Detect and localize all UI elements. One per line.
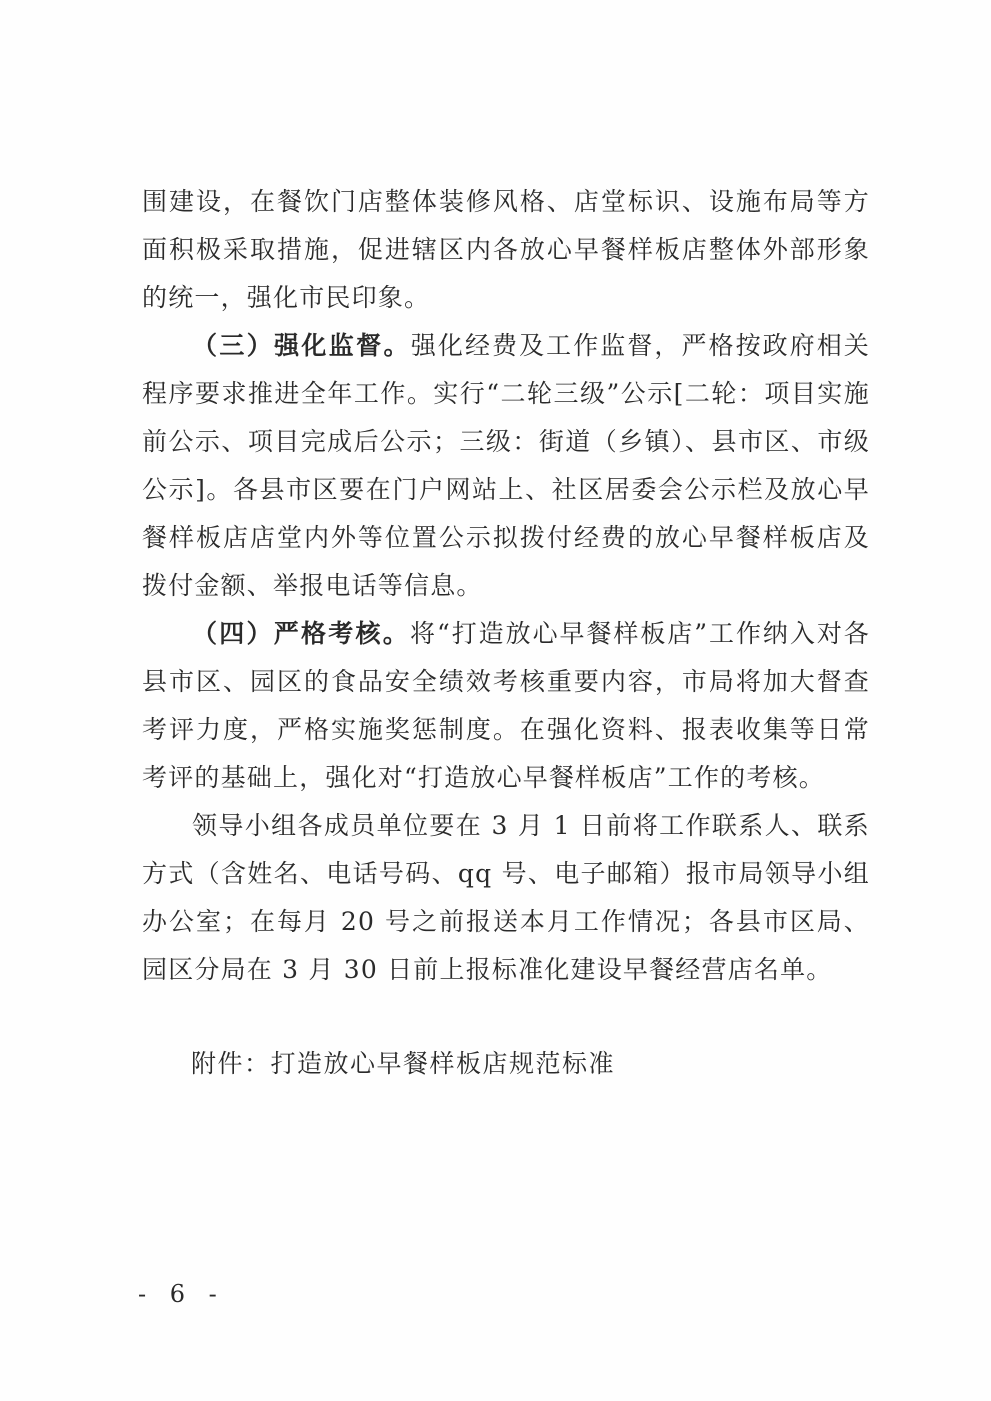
section-assessment-heading: （四）严格考核。 — [192, 619, 411, 648]
section-supervision-heading: （三）强化监督。 — [192, 331, 411, 360]
section-assessment — [142, 610, 870, 802]
paragraph-continuation: 围建设，在餐饮门店整体装修风格、店堂标识、设施布局等方面积极采取措施，促进辖区内各放心早餐样板店整体外部形象的统一，强化市民印象。 — [142, 187, 870, 312]
section-supervision — [142, 322, 870, 610]
attachment-line: 附件：打造放心早餐样板店规范标准 — [191, 1049, 616, 1078]
page-number: - 6 - — [138, 1280, 225, 1308]
document-body — [142, 178, 870, 994]
paragraph-leadership-group: 领导小组各成员单位要在 3 月 1 日前将工作联系人、联系方式（含姓名、电话号码、qq 号、电子邮箱）报市局领导小组办公室；在每月 20 号之前报送本月工作情况；各县市区局、园区分局在 3 月 30 日前上报标准化建设早餐经营店名单。 — [142, 811, 870, 984]
section-supervision-body: 强化经费及工作监督，严格按政府相关程序要求推进全年工作。实行“二轮三级”公示[二轮：项目实施前公示、项目完成后公示；三级：街道（乡镇）、县市区、市级公示]。各县市区要在门户网站上、社区居委会公示栏及放心早餐样板店店堂内外等位置公示拟拨付经费的放心早餐样板店及拨付金额、举报电话等信息。 — [142, 331, 870, 600]
section-assessment-body: 将“打造放心早餐样板店”工作纳入对各县市区、园区的食品安全绩效考核重要内容，市局将加大督查考评力度，严格实施奖惩制度。在强化资料、报表收集等日常考评的基础上，强化对“打造放心早餐样板店”工作的考核。 — [142, 619, 870, 792]
